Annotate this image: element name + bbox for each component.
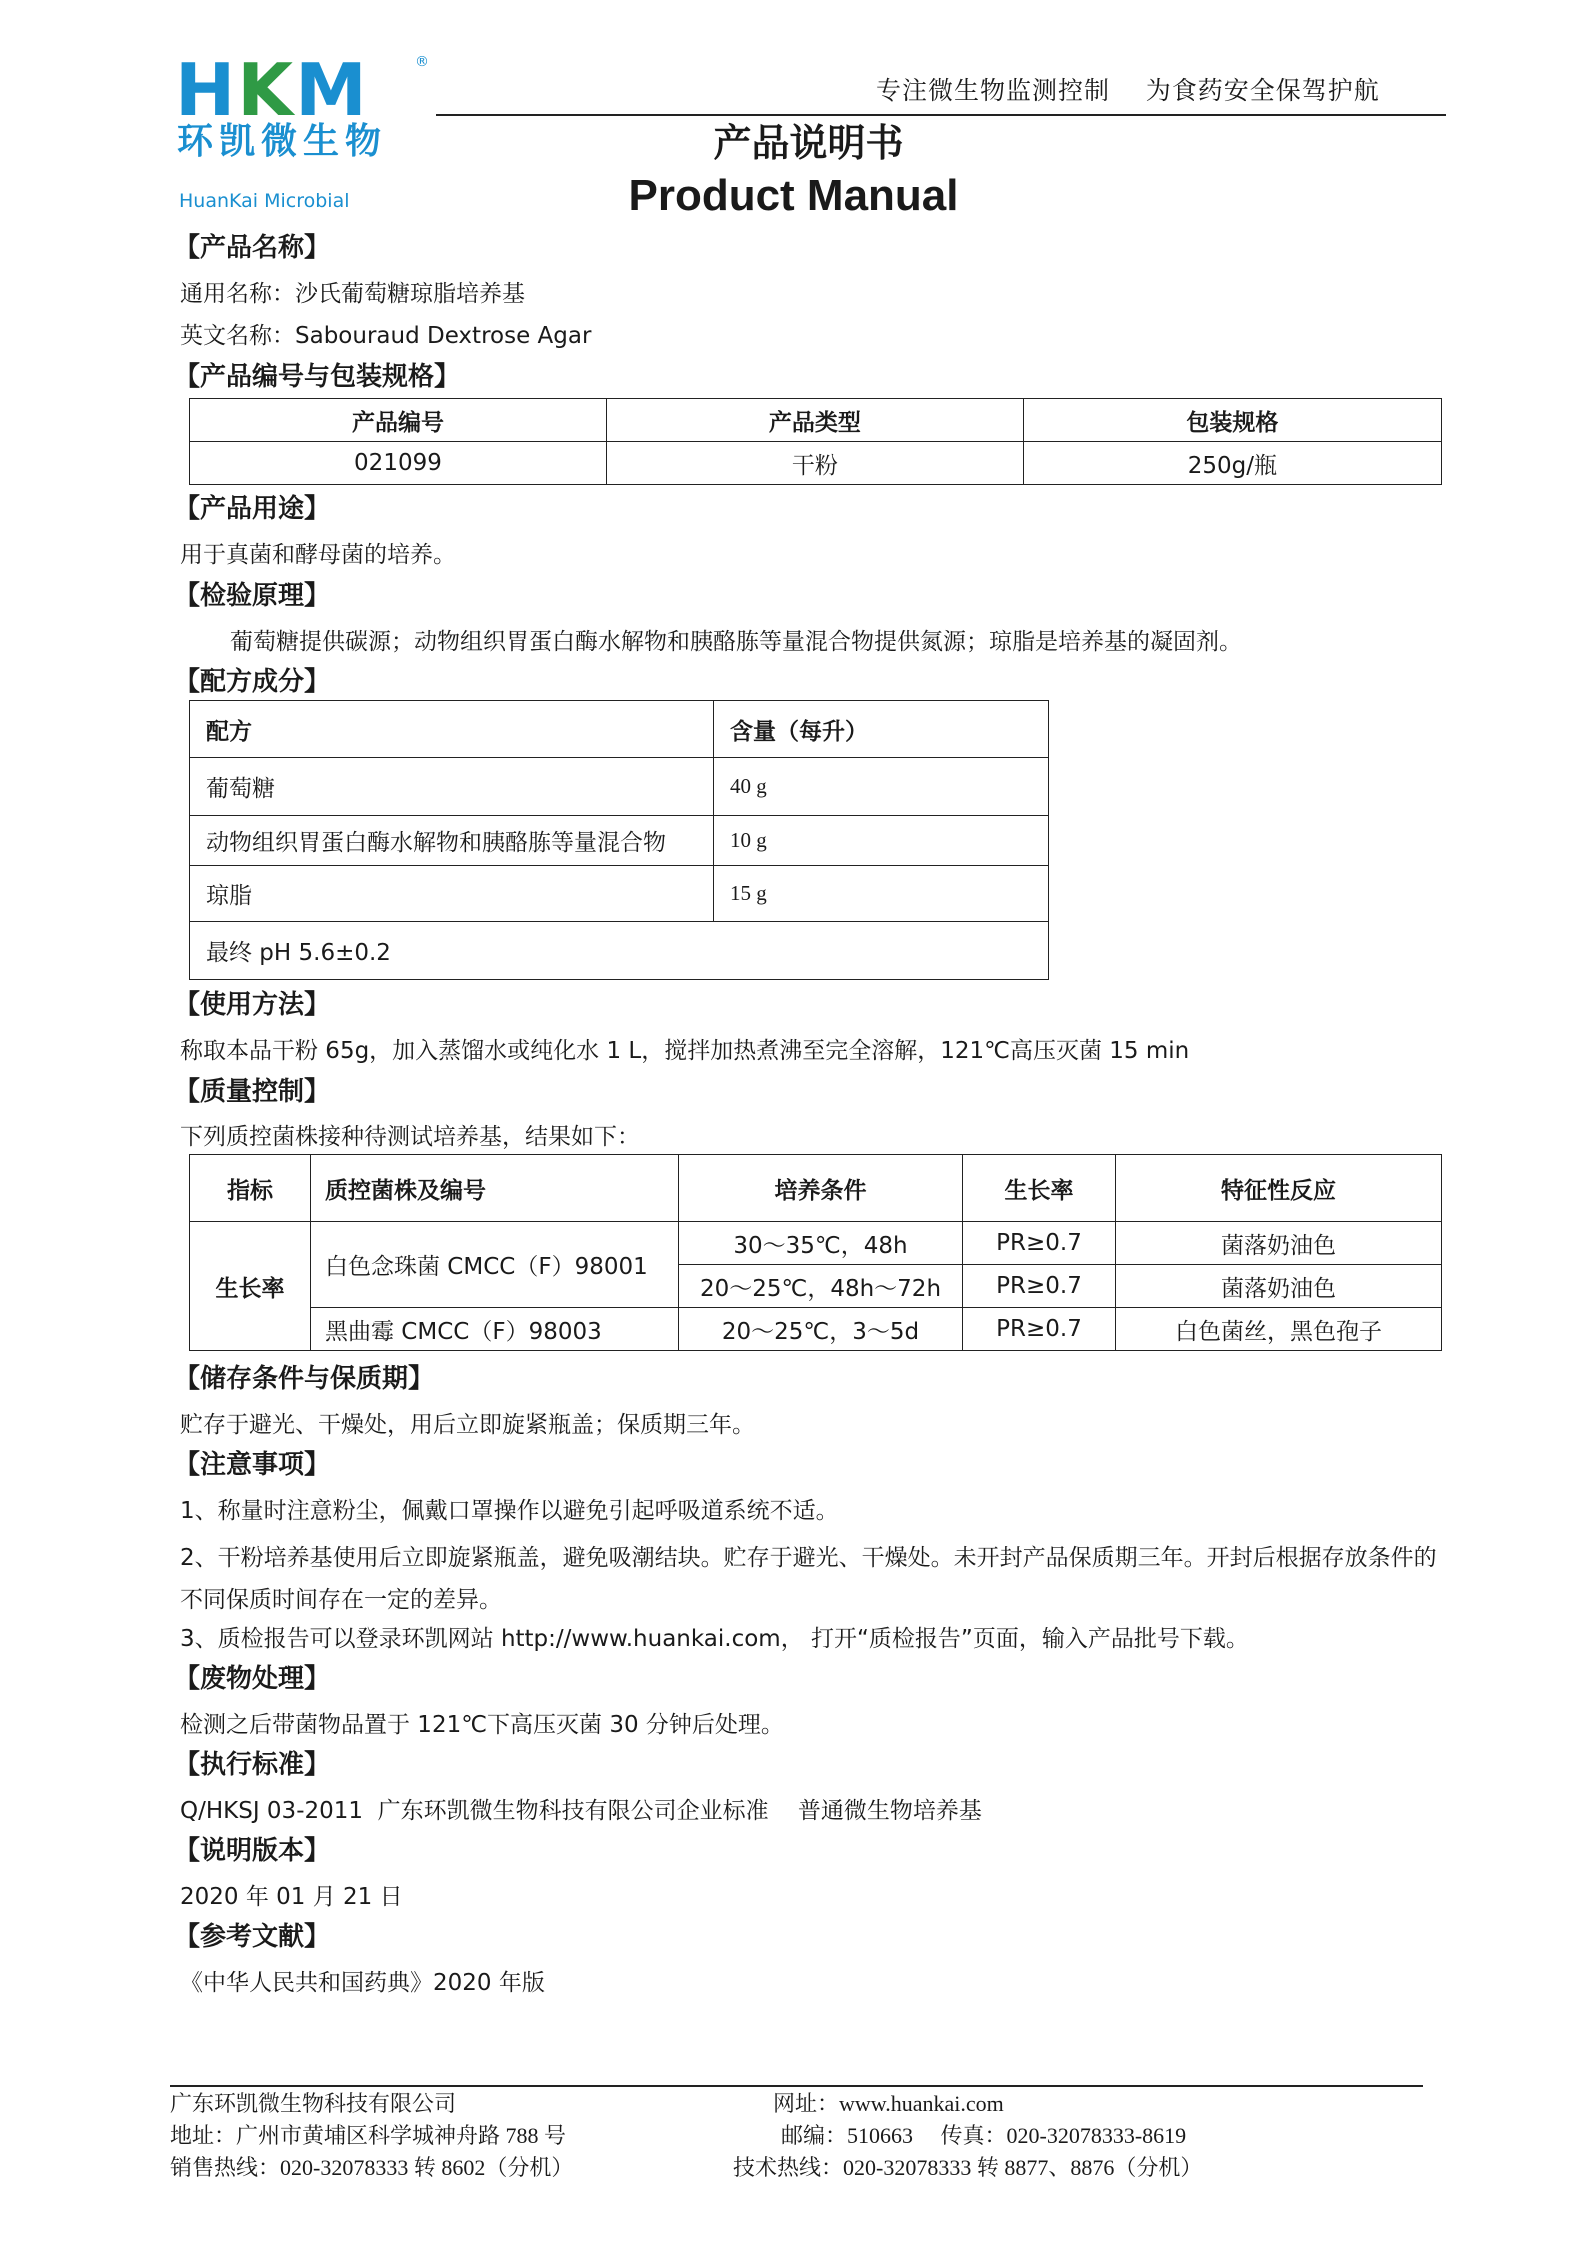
section-heading-qc: 【质量控制】 (174, 1077, 331, 1107)
table-header-row (190, 1155, 1442, 1222)
culture-condition: 20～25℃，48h～72h (679, 1265, 963, 1308)
storage-text: 贮存于避光、干燥处，用后立即旋紧瓶盖；保质期三年。 (180, 1412, 755, 1438)
characteristic-reaction: 菌落奶油色 (1116, 1222, 1442, 1265)
section-heading-disposal: 【废物处理】 (174, 1664, 331, 1694)
standard-text: Q/HKSJ 03-2011 广东环凯微生物科技有限公司企业标准 普通微生物培养基 (180, 1798, 982, 1824)
note-item: 3、质检报告可以登录环凯网站 http://www.huankai.com， 打开“质检报告”页面，输入产品批号下载。 (180, 1626, 1249, 1652)
characteristic-reaction: 白色菌丝，黑色孢子 (1116, 1308, 1442, 1351)
table-row (190, 866, 1049, 922)
culture-condition: 30～35℃，48h (679, 1222, 963, 1265)
logo-chinese-name: 环凯微生物 (177, 121, 388, 162)
ingredient-amount: 15 g (713, 866, 1048, 922)
column-header: 产品编号 (190, 399, 607, 442)
reference-text: 《中华人民共和国药典》2020 年版 (180, 1970, 545, 1996)
registered-mark: ® (415, 54, 429, 70)
column-header: 生长率 (963, 1155, 1116, 1222)
footer-address: 地址：广州市黄埔区科学城神舟路 788 号 (170, 2123, 567, 2148)
table-row (190, 758, 1049, 816)
table-row (190, 816, 1049, 866)
note-item: 1、称量时注意粉尘，佩戴口罩操作以避免引起呼吸道系统不适。 (180, 1498, 839, 1524)
column-header: 指标 (190, 1155, 311, 1222)
title-chinese: 产品说明书 (713, 121, 904, 165)
strain-name: 白色念珠菌 CMCC（F）98001 (311, 1222, 679, 1308)
version-date: 2020 年 01 月 21 日 (180, 1884, 403, 1910)
table-header-row (190, 399, 1442, 442)
culture-condition: 20～25℃，3～5d (679, 1308, 963, 1351)
section-heading-standard: 【执行标准】 (174, 1750, 331, 1780)
qc-table (189, 1154, 1442, 1351)
header-divider (436, 114, 1446, 116)
qc-intro: 下列质控菌株接种待测试培养基，结果如下： (180, 1124, 640, 1150)
section-heading-formula: 【配方成分】 (174, 667, 331, 697)
logo-english-name: HuanKai Microbial (179, 190, 350, 212)
footer-company: 广东环凯微生物科技有限公司 (170, 2091, 457, 2116)
package-spec: 250g/瓶 (1023, 442, 1441, 485)
table-row (190, 442, 1442, 485)
method-text: 称取本品干粉 65g，加入蒸馏水或纯化水 1 L，搅拌加热煮沸至完全溶解，121℃高压灭菌 15 min (180, 1038, 1190, 1064)
section-heading-usage: 【产品用途】 (174, 494, 331, 524)
strain-name: 黑曲霉 CMCC（F）98003 (311, 1308, 679, 1351)
column-header: 配方 (190, 701, 714, 758)
column-header: 质控菌株及编号 (311, 1155, 679, 1222)
section-heading-principle: 【检验原理】 (174, 581, 331, 611)
logo-letter: K (237, 48, 296, 132)
table-row (190, 1308, 1442, 1351)
section-heading-storage: 【储存条件与保质期】 (174, 1364, 435, 1394)
column-header: 培养条件 (679, 1155, 963, 1222)
general-name: 通用名称：沙氏葡萄糖琼脂培养基 (180, 281, 525, 307)
footer-tech-hotline: 技术热线：020-32078333 转 8877、8876（分机） (733, 2155, 1203, 2180)
section-heading-reference: 【参考文献】 (174, 1922, 331, 1952)
characteristic-reaction: 菌落奶油色 (1116, 1265, 1442, 1308)
ingredient-amount: 10 g (713, 816, 1048, 866)
column-header: 产品类型 (606, 399, 1023, 442)
footer-postcode-fax: 邮编：510663 传真：020-32078333-8619 (781, 2123, 1187, 2148)
product-type: 干粉 (606, 442, 1023, 485)
indicator-cell: 生长率 (190, 1222, 311, 1351)
footer-divider (170, 2085, 1423, 2087)
english-name: 英文名称：Sabouraud Dextrose Agar (180, 323, 592, 349)
section-heading-version: 【说明版本】 (174, 1836, 331, 1866)
column-header: 含量（每升） (713, 701, 1048, 758)
growth-rate: PR≥0.7 (963, 1222, 1116, 1265)
principle-text: 葡萄糖提供碳源；动物组织胃蛋白酶水解物和胰酪胨等量混合物提供氮源；琼脂是培养基的凝固剂。 (230, 629, 1242, 655)
growth-rate: PR≥0.7 (963, 1265, 1116, 1308)
ingredient-amount: 40 g (713, 758, 1048, 816)
table-header-row (190, 701, 1049, 758)
table-row (190, 922, 1049, 980)
section-heading-method: 【使用方法】 (174, 990, 331, 1020)
ingredient-name: 葡萄糖 (190, 758, 714, 816)
note-item: 2、干粉培养基使用后立即旋紧瓶盖，避免吸潮结块。贮存于避光、干燥处。未开封产品保质期三年。开封后根据存放条件的不同保质时间存在一定的差异。 (180, 1545, 1437, 1613)
column-header: 特征性反应 (1116, 1155, 1442, 1222)
disposal-text: 检测之后带菌物品置于 121℃下高压灭菌 30 分钟后处理。 (180, 1712, 784, 1738)
section-heading-spec: 【产品编号与包装规格】 (174, 362, 461, 392)
table-row (190, 1222, 1442, 1265)
ingredient-name: 琼脂 (190, 866, 714, 922)
title-english: Product Manual (628, 171, 959, 220)
logo-letter: H (175, 48, 238, 132)
growth-rate: PR≥0.7 (963, 1308, 1116, 1351)
footer-website: 网址：www.huankai.com (773, 2091, 1004, 2116)
column-header: 包装规格 (1023, 399, 1441, 442)
footer-sales-hotline: 销售热线：020-32078333 转 8602（分机） (170, 2155, 574, 2180)
slogan: 专注微生物监测控制 为食药安全保驾护航 (876, 76, 1380, 105)
section-heading-notes: 【注意事项】 (174, 1450, 331, 1480)
formula-table (189, 700, 1049, 980)
section-heading-product-name: 【产品名称】 (174, 233, 331, 263)
spec-table (189, 398, 1442, 485)
ingredient-name: 动物组织胃蛋白酶水解物和胰酪胨等量混合物 (190, 816, 714, 866)
logo-letter: M (295, 48, 369, 132)
final-ph: 最终 pH 5.6±0.2 (190, 922, 1049, 980)
usage-text: 用于真菌和酵母菌的培养。 (180, 542, 456, 568)
product-code: 021099 (190, 442, 607, 485)
